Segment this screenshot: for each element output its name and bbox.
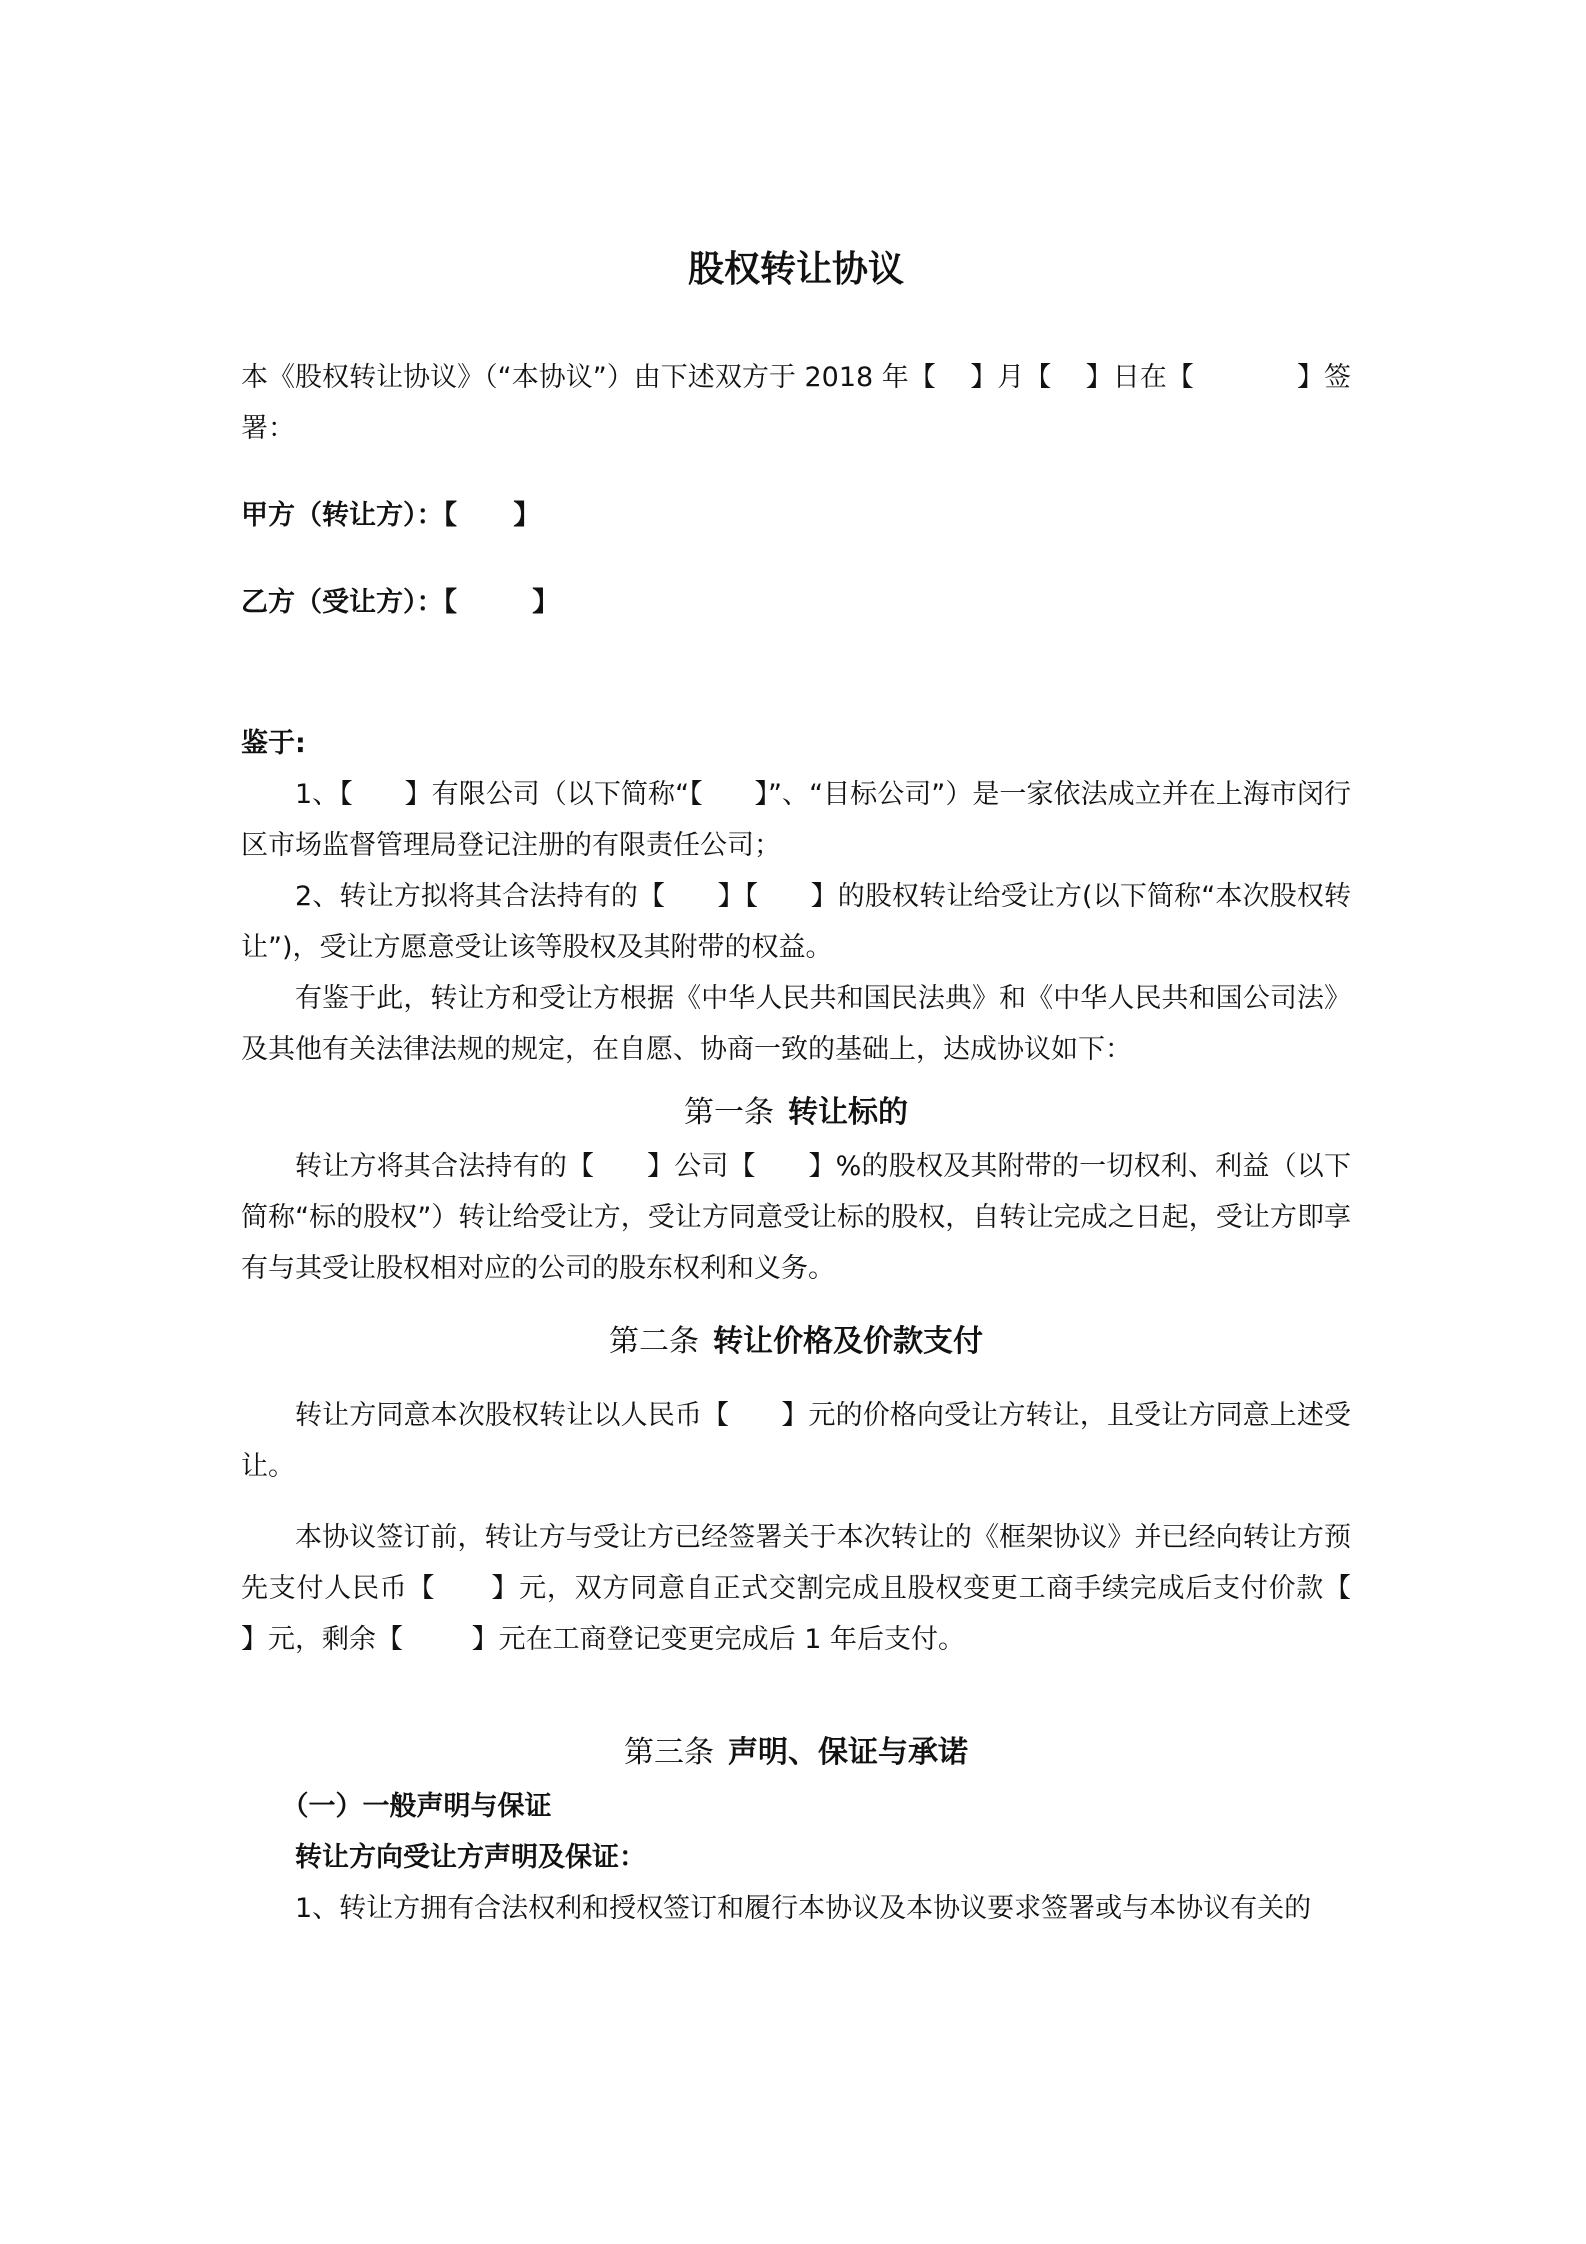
article-1-number: 第一条 <box>684 1095 774 1130</box>
whereas-conclusion: 有鉴于此，转让方和受让方根据《中华人民共和国民法典》和《中华人民共和国公司法》及其他有关法律法规的规定，在自愿、协商一致的基础上，达成协议如下： <box>241 983 1351 1065</box>
article-1-body: 转让方将其合法持有的【 】公司【 】%的股权及其附带的一切权利、利益（以下简称“标的股权”）转让给受让方，受让方同意受让标的股权，自转让完成之日起，受让方即享有与其受让股权相对应的公司的股东权利和义务。 <box>241 1151 1351 1284</box>
whereas-label: 鉴于: <box>241 728 306 759</box>
article-2-paragraph-2: 本协议签订前，转让方与受让方已经签署关于本次转让的《框架协议》并已经向转让方预先支付人民币【 】元，双方同意自正式交割完成且股权变更工商手续完成后支付价款【 】元，剩余【 】元在工商登记变更完成后 1 年后支付。 <box>241 1522 1403 1655</box>
whereas-item-2: 2、转让方拟将其合法持有的【 】【 】的股权转让给受让方(以下简称“本次股权转让”)，受让方愿意受让该等股权及其附带的权益。 <box>241 881 1351 963</box>
article-1-heading <box>241 1085 1351 1141</box>
article-3-heading <box>241 1725 1351 1781</box>
party-b-line: 乙方（受让方）：【 】 <box>241 587 560 618</box>
intro-paragraph: 本《股权转让协议》（“本协议”）由下述双方于 2018 年【 】月【 】日在【 】签署： <box>241 362 1351 444</box>
article-3-number: 第三条 <box>624 1735 714 1770</box>
article-3-subheading-warranties: 转让方向受让方声明及保证： <box>295 1842 646 1873</box>
article-3-subheading-general: （一）一般声明与保证 <box>281 1791 552 1822</box>
document-body <box>241 240 1403 1934</box>
article-2-number: 第二条 <box>609 1324 699 1359</box>
article-2-heading <box>241 1314 1351 1370</box>
document-title: 股权转让协议 <box>687 249 904 290</box>
article-1-name: 转让标的 <box>788 1095 908 1130</box>
article-2-paragraph-1: 转让方同意本次股权转让以人民币【 】元的价格向受让方转让，且受让方同意上述受让。 <box>241 1400 1351 1482</box>
party-a-line: 甲方（转让方）：【 】 <box>241 500 541 531</box>
article-3-name: 声明、保证与承诺 <box>728 1735 968 1770</box>
whereas-item-1: 1、【 】有限公司（以下简称“【 】”、“目标公司”）是一家依法成立并在上海市闵行区市场监督管理局登记注册的有限责任公司； <box>241 779 1351 861</box>
article-2-name: 转让价格及价款支付 <box>713 1324 983 1359</box>
article-3-item-1: 1、转让方拥有合法权利和授权签订和履行本协议及本协议要求签署或与本协议有关的 <box>295 1893 1312 1924</box>
